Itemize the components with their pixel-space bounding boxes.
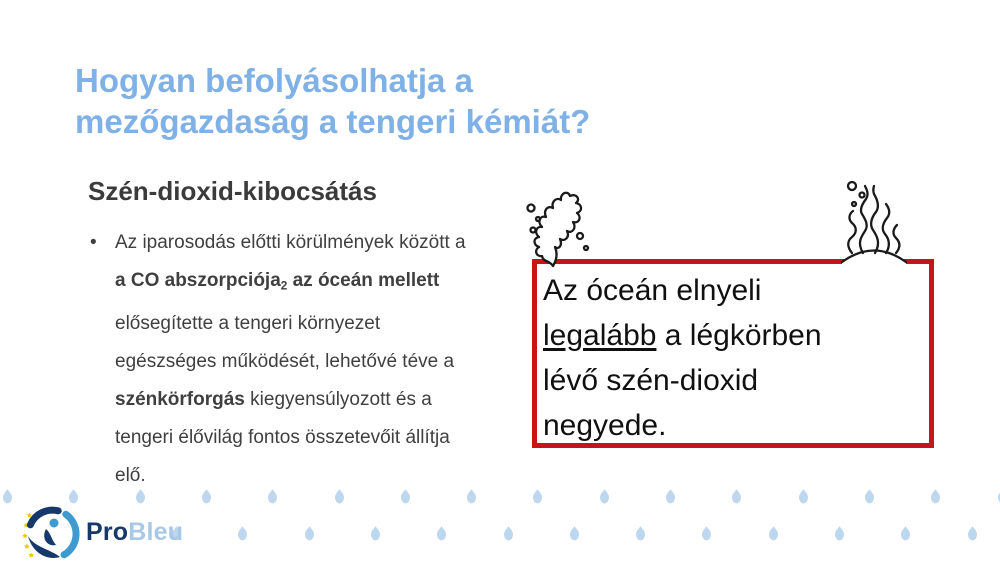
droplet-icon (435, 526, 448, 543)
callout-box (532, 259, 934, 448)
droplet-icon (634, 526, 647, 543)
probleu-logo (20, 504, 240, 563)
droplet-icon (730, 489, 743, 506)
droplet-icon (369, 526, 382, 543)
droplet-icon (598, 489, 611, 506)
text-line: elő. (115, 465, 146, 487)
droplet-icon (701, 526, 714, 543)
title-line-2: mezőgazdaság a tengeri kémiát? (75, 103, 591, 140)
text-line: a CO abszorpciója$_2$ az óceán mellett (115, 270, 440, 293)
droplet-icon (899, 526, 912, 543)
droplet-icon (833, 526, 846, 543)
droplet-icon (966, 526, 979, 543)
logo-wordmark (86, 518, 183, 547)
title-line-1: Hogyan befolyásolhatja a (75, 62, 473, 99)
droplet-icon (502, 526, 515, 543)
logo-mark-icon (20, 504, 82, 563)
text-line: tengeri élővilág fontos összetevőit állítja (115, 427, 450, 449)
droplet-icon (303, 526, 316, 543)
droplet-icon (568, 526, 581, 543)
text-line: legalább a légkörben (543, 319, 822, 352)
logo-text-bleu: Bleu (128, 518, 184, 546)
droplet-icon (929, 489, 942, 506)
logo-text-pro: Pro (86, 518, 129, 546)
text-line: szénkörforgás kiegyensúlyozott és a (115, 389, 432, 411)
section-heading: Szén-dioxid-kibocsátás (88, 176, 377, 206)
text-line: elősegítette a tengeri környezet (115, 313, 381, 335)
bullet-paragraph (115, 224, 535, 495)
text-line: lévő szén-dioxid (543, 364, 759, 397)
text-line: Az iparosodás előtti körülmények között a (115, 232, 466, 253)
slide-title (75, 60, 795, 142)
droplet-icon (797, 489, 810, 506)
droplet-icon (863, 489, 876, 506)
text-line: negyede. (543, 409, 667, 442)
text-line: Az óceán elnyeli (543, 274, 762, 307)
bullet-marker: • (90, 232, 97, 253)
seaweed-right-icon (838, 176, 910, 264)
droplet-icon (996, 489, 1000, 506)
droplet-icon (664, 489, 677, 506)
seaweed-left-icon (523, 186, 595, 268)
droplet-icon (1, 489, 14, 506)
droplet-icon (767, 526, 780, 543)
text-line: egészséges működését, lehetővé téve a (115, 351, 455, 373)
